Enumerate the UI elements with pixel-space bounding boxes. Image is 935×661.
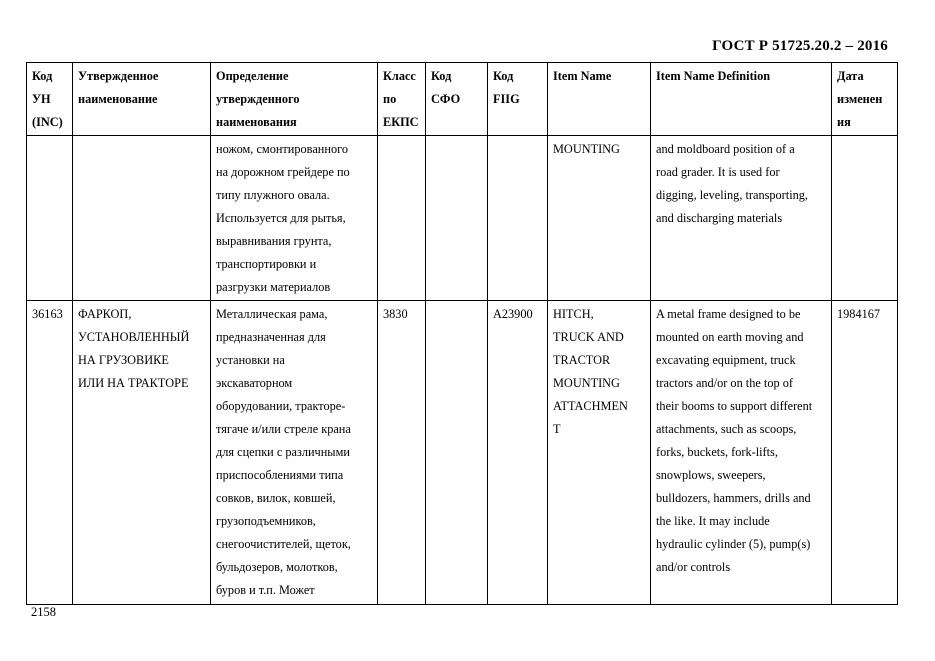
cell-approved-name xyxy=(73,136,211,301)
cell-approved-name: ФАРКОП, УСТАНОВЛЕННЫЙ НА ГРУЗОВИКЕ ИЛИ НА ТРАКТОРЕ xyxy=(73,301,211,605)
cell-inc-code: 36163 xyxy=(27,301,73,605)
header-approved-name: Утвержденное наименование xyxy=(73,63,211,136)
header-item-name: Item Name xyxy=(548,63,651,136)
header-item-name-definition: Item Name Definition xyxy=(651,63,832,136)
header-sfo-code: Код СФО xyxy=(426,63,488,136)
cell-change-date xyxy=(832,136,898,301)
header-row xyxy=(27,63,898,136)
header-fiig-code: Код FIIG xyxy=(488,63,548,136)
header-inc-code: Код УН (INC) xyxy=(27,63,73,136)
header-definition: Определение утвержденного наименования xyxy=(211,63,378,136)
cell-sfo-code xyxy=(426,301,488,605)
cell-definition: Металлическая рама, предназначенная для установки на экскаваторном оборудовании, тракторе- тягаче и/или стреле крана для сцепки с различными приспособлениями типа совков, вилок, ковшей, грузоподъемников, снегоочистителей, щеток, бульдозеров, молотков, буров и т.п. Может xyxy=(211,301,378,605)
cell-item-name: MOUNTING xyxy=(548,136,651,301)
page-number: 2158 xyxy=(31,605,56,619)
table-row xyxy=(27,136,898,301)
table-row xyxy=(27,301,898,605)
cell-class: 3830 xyxy=(378,301,426,605)
cell-fiig-code xyxy=(488,136,548,301)
cell-item-name-definition: A metal frame designed to be mounted on earth moving and excavating equipment, truck tractors and/or on the top of their booms to support different attachments, such as scoops, forks, buckets, fork-lifts, snowplows, sweepers, bulldozers, hammers, drills and the like. It may include hydraulic cylinder (5), pump(s) and/or controls xyxy=(651,301,832,605)
cell-inc-code xyxy=(27,136,73,301)
header-change-date: Дата изменен ия xyxy=(832,63,898,136)
cell-class xyxy=(378,136,426,301)
document-title: ГОСТ Р 51725.20.2 – 2016 xyxy=(712,38,888,54)
header-class: Класс по ЕКПС xyxy=(378,63,426,136)
cell-definition: ножом, смонтированного на дорожном грейдере по типу плужного овала. Используется для рытья, выравнивания грунта, транспортировки и разгрузки материалов xyxy=(211,136,378,301)
cell-item-name: HITCH, TRUCK AND TRACTOR MOUNTING ATTACHMEN T xyxy=(548,301,651,605)
cell-item-name-definition: and moldboard position of a road grader. It is used for digging, leveling, transporting, and discharging materials xyxy=(651,136,832,301)
cell-change-date: 1984167 xyxy=(832,301,898,605)
cell-sfo-code xyxy=(426,136,488,301)
cell-fiig-code: A23900 xyxy=(488,301,548,605)
catalog-table xyxy=(26,62,898,605)
